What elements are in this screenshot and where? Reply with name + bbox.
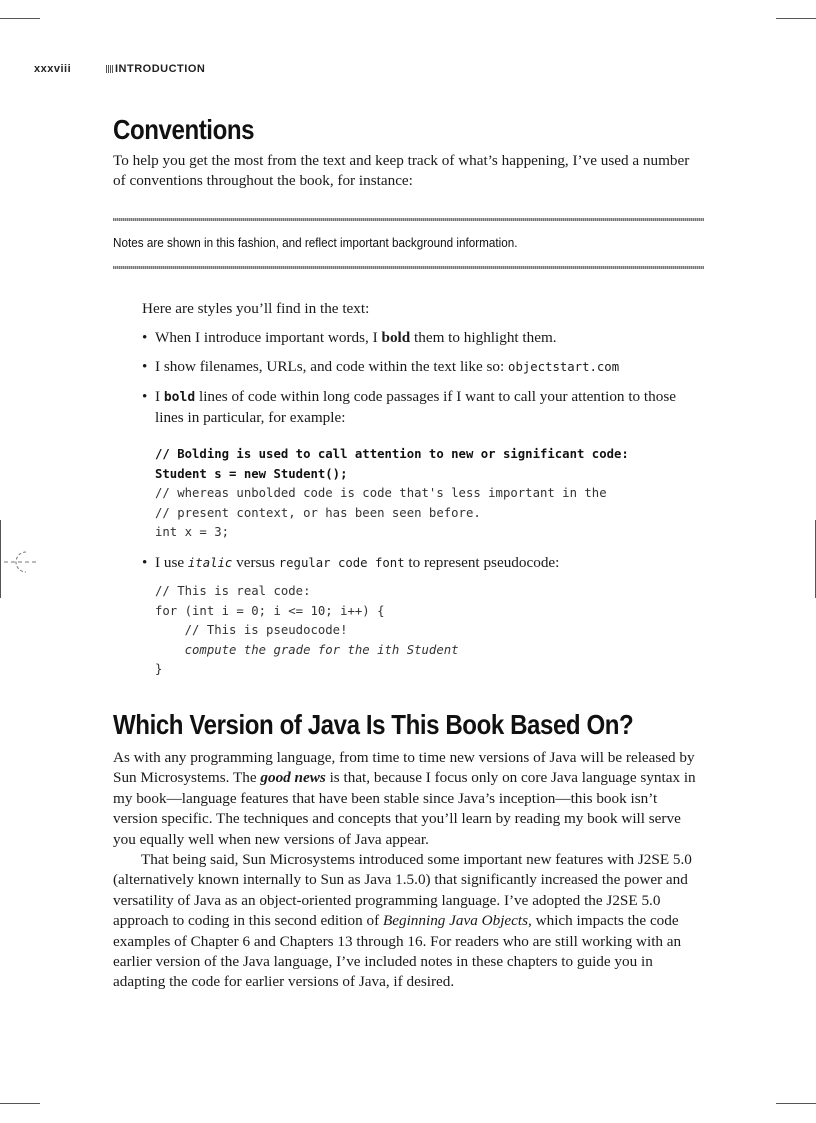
code-line: for (int i = 0; i <= 10; i++) { [155, 603, 385, 618]
crop-mark [776, 1103, 816, 1104]
list-item: • I bold lines of code within long code passages if I want to call your attention to those lines in particular, for example: [142, 388, 676, 427]
page-number: xxxviii [34, 63, 72, 75]
bullet-icon: • [142, 358, 148, 375]
crop-mark [0, 1103, 40, 1104]
code-block-bold [155, 445, 629, 543]
note-text: Notes are shown in this fashion, and reflect important background information. [113, 235, 518, 250]
code-line: // present context, or has been seen before. [155, 505, 481, 520]
code-line: // This is pseudocode! [155, 623, 348, 638]
styles-lead: Here are styles you’ll find in the text: [142, 300, 370, 317]
registration-mark-icon [4, 548, 40, 576]
bullet-icon: • [142, 329, 148, 346]
version-heading: Which Version of Java Is This Book Based On? [113, 709, 634, 740]
conventions-intro: To help you get the most from the text and keep track of what’s happening, I’ve used a number of conventions throughout the book, for instance: [113, 152, 690, 190]
code-line: int x = 3; [155, 525, 230, 540]
list-item: • I show filenames, URLs, and code within the text like so: objectstart.com [142, 357, 704, 377]
crop-mark [0, 18, 40, 19]
crop-mark [0, 520, 1, 598]
running-header [34, 63, 205, 75]
conventions-heading: Conventions [113, 114, 255, 145]
version-paragraph-1: As with any programming language, from time to time new versions of Java will be released by Sun Microsystems. The good news is that, because I focus only on core Java language syntax in my book—language features that have been stable since Java’s inception—this book isn’t version specific. The techniques and concepts that you’ll learn by reading my book will serve you equally well when new versions of Java appear. [113, 749, 696, 848]
code-block-pseudocode [155, 582, 459, 680]
code-line: compute the grade for the ith Student [155, 642, 459, 657]
code-line: } [155, 662, 163, 677]
bullet-icon: • [142, 388, 148, 405]
version-paragraph-2: That being said, Sun Microsystems introduced some important new features with J2SE 5.0 (alternatively known internally to Sun as Java 1.5.0) that significantly increased the power and versatility of Java as an object-oriented programming language. I’ve adopted the J2SE 5.0 approach to coding in this second edition of Beginning Java Objects, which impacts the code examples of Chapter 6 and Chapters 13 through 16. For readers who are still working with an earlier version of the Java language, I’ve included notes in these chapters to guide you in adapting the code for earlier versions of Java, if desired. [113, 851, 692, 991]
code-line: // whereas unbolded code is code that's less important in the [155, 486, 607, 501]
bullet-icon: • [142, 554, 148, 571]
list-item: • I use italic versus regular code font to represent pseudocode: [142, 553, 704, 573]
code-line: // Bolding is used to call attention to new or significant code: [155, 447, 629, 461]
inline-code: objectstart.com [508, 360, 620, 374]
note-rule-bottom [113, 266, 704, 269]
section-title: INTRODUCTION [115, 63, 206, 75]
code-line: Student s = new Student(); [155, 466, 348, 481]
note-rule-top [113, 218, 704, 221]
list-item: • When I introduce important words, I bold them to highlight them. [142, 328, 704, 348]
code-line: // This is real code: [155, 584, 311, 598]
header-marker-icon [106, 65, 113, 73]
crop-mark [776, 18, 816, 19]
